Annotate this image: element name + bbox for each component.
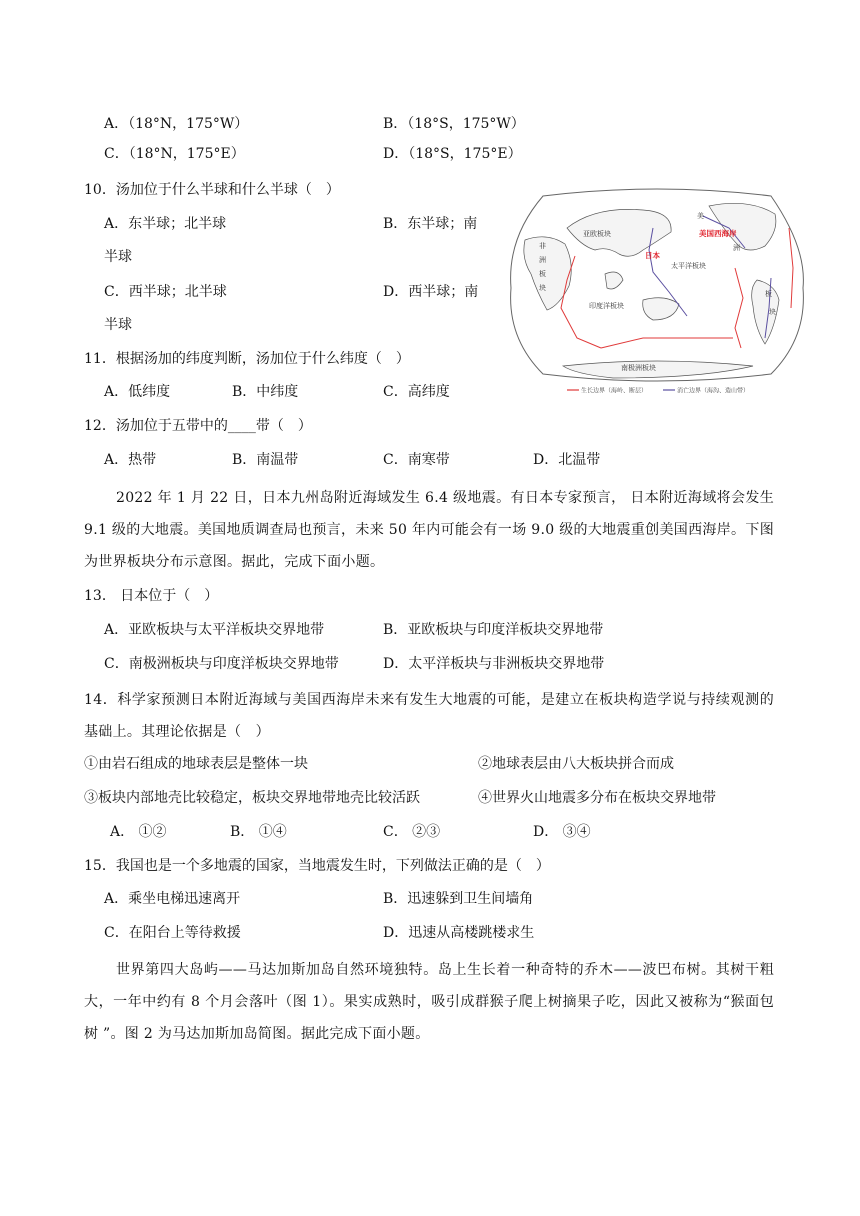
label-african-2: 洲	[539, 257, 546, 264]
q12-option-c: C．南寒带	[383, 452, 450, 468]
q12-stem: 12．汤加位于五带中的____带（ ）	[84, 418, 312, 434]
label-americas-1: 美	[697, 213, 704, 220]
label-plate-1: 板	[765, 291, 772, 298]
label-antarctic-plate: 南极洲板块	[621, 365, 656, 372]
q9-option-a: A．（18°N，175°W）	[104, 116, 249, 132]
map-legend	[567, 387, 749, 395]
q13-stem: 13． 日本位于（ ）	[84, 588, 219, 604]
q11-stem: 11．根据汤加的纬度判断，汤加位于什么纬度（ ）	[84, 351, 410, 367]
q10-option-c: C．西半球；北半球	[104, 284, 227, 300]
q15-option-b: B．迅速躲到卫生间墙角	[383, 891, 534, 907]
q14-statement-4: ④世界火山地震多分布在板块交界地带	[478, 790, 716, 806]
q9-option-d: D．（18°S，175°E）	[383, 146, 522, 162]
q9-option-c: C．（18°N，175°E）	[104, 146, 245, 162]
q14-option-c: C． ②③	[383, 824, 441, 840]
q13-option-a: A．亚欧板块与太平洋板块交界地带	[104, 622, 325, 638]
legend-growing-label: 生长边界（海岭、断层）	[581, 388, 648, 395]
q14-statement-2: ②地球表层由八大板块拼合而成	[478, 756, 674, 772]
q10-stem: 10．汤加位于什么半球和什么半球（ ）	[84, 182, 340, 198]
q10-option-b-cont: 半球	[104, 249, 132, 265]
passage-madagascar: 世界第四大岛屿——马达加斯加岛自然环境独特。岛上生长着一种奇特的乔木——波巴布树。其树干粗大，一年中约有 8 个月会落叶（图 1）。果实成熟时，吸引成群猴子爬上树摘果子吃，因此又被称为“猴面包树 ”。图 2 为马达加斯加岛简图。据此完成下面小题。	[84, 962, 774, 1042]
world-plate-map	[503, 188, 811, 398]
q13-option-b: B．亚欧板块与印度洋板块交界地带	[383, 622, 604, 638]
q10-option-b: B．东半球；南	[383, 216, 478, 232]
q15-option-c: C．在阳台上等待救援	[104, 925, 241, 941]
q10-option-d: D．西半球；南	[383, 284, 479, 300]
q14-stem: 14．科学家预测日本附近海域与美国西海岸未来有发生大地震的可能，是建立在板块构造学说与持续观测的基础上。其理论依据是（ ）	[84, 692, 774, 740]
q13-option-c: C．南极洲板块与印度洋板块交界地带	[104, 656, 339, 672]
q11-option-b: B．中纬度	[232, 384, 299, 400]
q11-option-c: C．高纬度	[383, 384, 450, 400]
label-african-4: 块	[539, 285, 546, 292]
q15-stem: 15．我国也是一个多地震的国家，当地震发生时，下列做法正确的是（ ）	[84, 858, 550, 874]
label-pacific-plate: 太平洋板块	[671, 263, 706, 270]
q14-statement-3: ③板块内部地壳比较稳定，板块交界地带地壳比较活跃	[84, 790, 420, 806]
q14-option-b: B． ①④	[230, 824, 287, 840]
label-african-3: 板	[539, 271, 546, 278]
q11-option-a: A．低纬度	[104, 384, 171, 400]
q12-option-b: B．南温带	[232, 452, 299, 468]
q15-option-d: D．迅速从高楼跳楼求生	[383, 925, 535, 941]
passage-earthquake: 2022 年 1 月 22 日，日本九州岛附近海域发生 6.4 级地震。有日本专家预言， 日本附近海域将会发生 9.1 级的大地震。美国地质调查局也预言，未来 50 年内可能会有一场 9.0 级的大地震重创美国西海岸。下图为世界板块分布示意图。据此，完成下面小题。	[84, 490, 774, 570]
legend-destructive-label: 消亡边界（海沟、造山带）	[677, 388, 750, 395]
q10-option-d-cont: 半球	[104, 317, 132, 333]
label-indian-plate: 印度洋板块	[589, 303, 624, 310]
label-us-west-coast: 美国西海岸	[699, 229, 737, 238]
q14-option-d: D． ③④	[533, 824, 591, 840]
label-americas-2: 洲	[733, 245, 740, 252]
q15-option-a: A．乘坐电梯迅速离开	[104, 891, 241, 907]
q10-option-a: A．东半球；北半球	[104, 216, 227, 232]
q12-option-a: A．热带	[104, 452, 157, 468]
label-japan: 日本	[645, 251, 660, 260]
q13-option-d: D．太平洋板块与非洲板块交界地带	[383, 656, 605, 672]
q14-option-a: A． ①②	[110, 824, 167, 840]
label-plate-2: 块	[769, 309, 776, 316]
q12-option-d: D．北温带	[533, 452, 601, 468]
label-eurasian-plate: 亚欧板块	[583, 231, 611, 238]
q9-option-b: B．（18°S，175°W）	[383, 116, 525, 132]
q14-statement-1: ①由岩石组成的地球表层是整体一块	[84, 756, 308, 772]
label-african-1: 非	[539, 243, 546, 250]
